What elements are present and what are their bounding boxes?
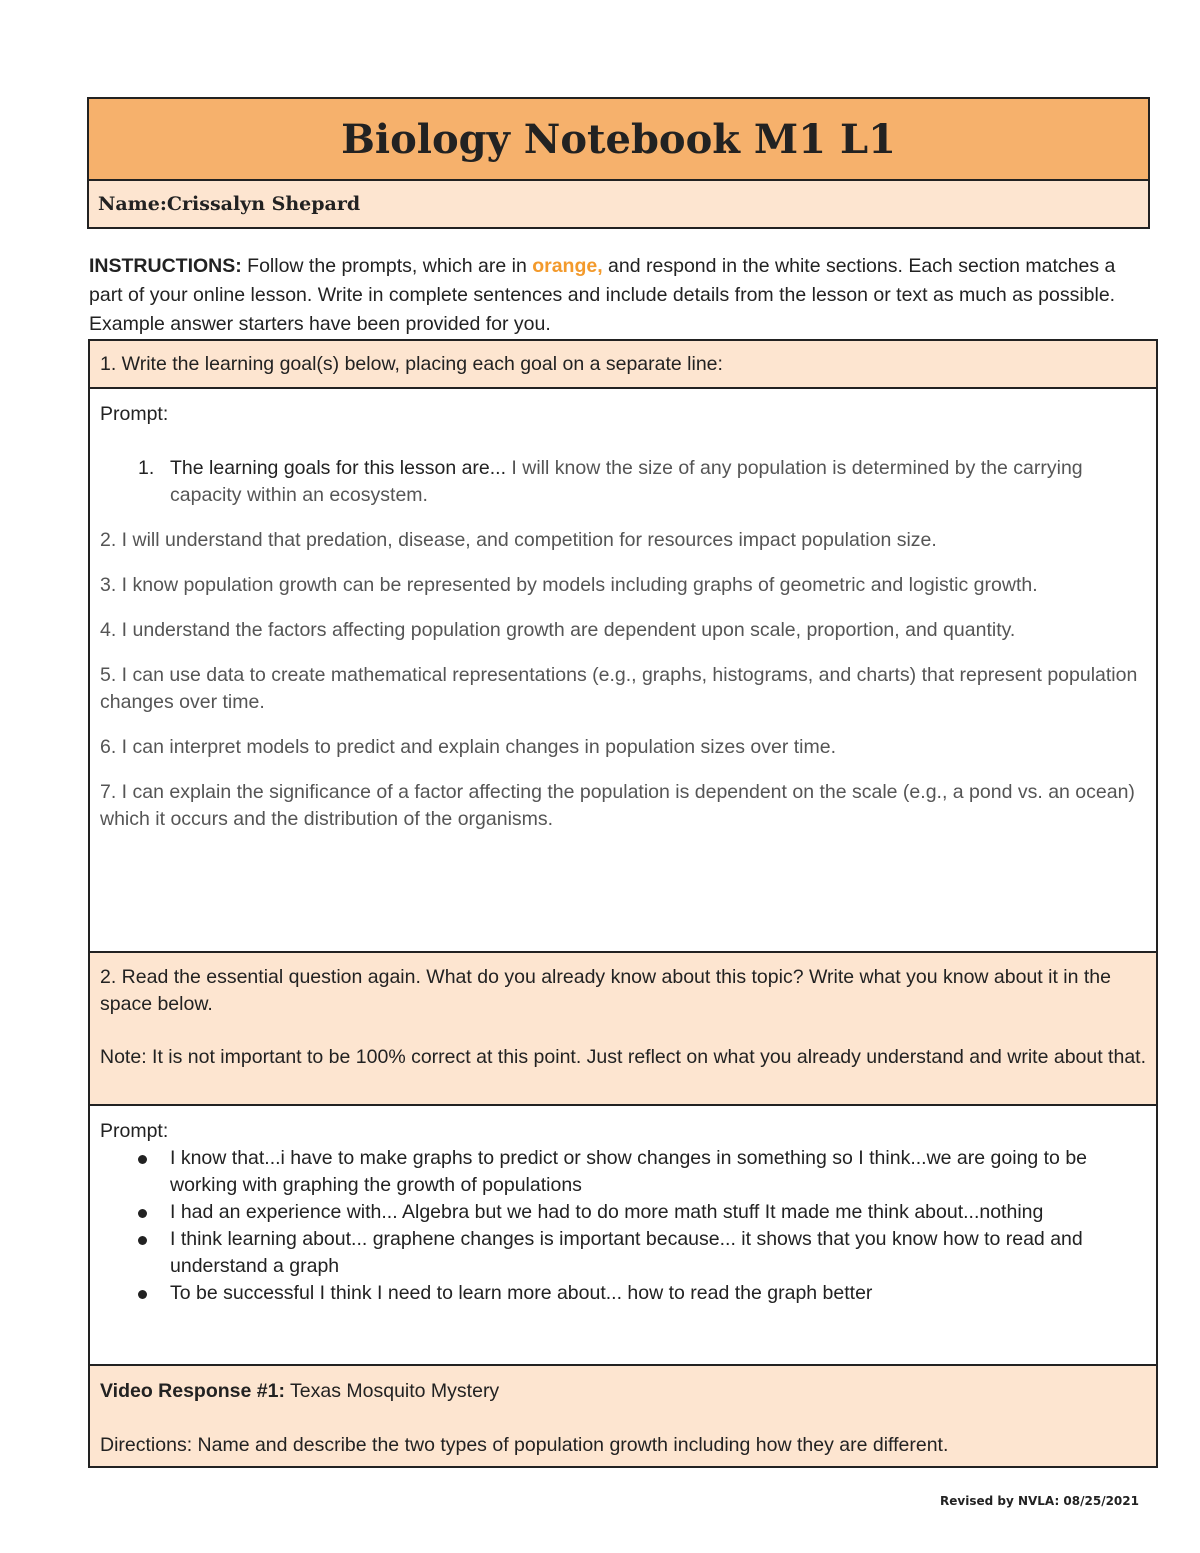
instructions-label: INSTRUCTIONS: [89,255,242,277]
student-name[interactable]: Crissalyn Shepard [166,193,361,215]
section2-note: Note: It is not important to be 100% correct at this point. Just reflect on what you already understand and write about that. [100,1046,1147,1068]
section2-response-cell[interactable] [90,1106,1156,1366]
bullet-icon [138,1209,147,1218]
section2-bullet-list [100,1145,1146,1307]
video-response-label: Video Response #1: [100,1380,285,1402]
instructions [89,252,1145,339]
instructions-orange-word: orange, [532,255,603,277]
list-item: I think learning about... graphene changes is important because... it shows that you know how to read and understand a graph [100,1226,1146,1280]
goal-item-3: 3. I know population growth can be represented by models including graphs of geometric and logistic growth. [100,574,1038,596]
header-block [87,97,1150,229]
bullet-icon [138,1236,147,1245]
video-response-row [90,1366,1156,1468]
list-item: I had an experience with... Algebra but we had to do more math stuff It made me think about...nothing [100,1199,1146,1226]
instructions-text-before: Follow the prompts, which are in [241,255,533,277]
goal-item-4: 4. I understand the factors affecting population growth are dependent upon scale, proportion, and quantity. [100,619,1016,641]
list-item: To be successful I think I need to learn more about... how to read the graph better [100,1280,1146,1307]
section1-prompt-label: Prompt: [100,403,169,425]
revised-footer: Revised by NVLA: 08/25/2021 [940,1494,1139,1508]
notebook-table [88,339,1158,1468]
section2-question-row [90,953,1156,1106]
section2-prompt-label: Prompt: [100,1120,169,1142]
title-row [89,99,1148,181]
section1-question: 1. Write the learning goal(s) below, placing each goal on a separate line: [100,352,723,375]
goal-item-7: 7. I can explain the significance of a factor affecting the population is dependent on the scale (e.g., a pond vs. an ocean) which it occurs and the distribution of the organisms. [100,781,1135,830]
bullet-icon [138,1155,147,1164]
goal-item-1-starter: The learning goals for this lesson are... [170,457,507,479]
name-row [89,181,1148,227]
instructions-text-after: and respond in the white sections. Each section matches a part of your online lesson. Write in complete sentences and include details from the lesson or text as much as possible. Example answer starters have been provided for you. [89,255,1116,335]
bullet-icon [138,1290,147,1299]
goal-item-1-answer: I will know the size of any population is determined by the carrying capacity within an ecosystem. [170,457,1083,506]
list-item: I know that...i have to make graphs to predict or show changes in something so I think...we are going to be working with graphing the growth of populations [100,1145,1146,1199]
goal-item-1-number: 1. [138,457,155,479]
goal-item-6: 6. I can interpret models to predict and explain changes in population sizes over time. [100,736,837,758]
video-response-title: Texas Mosquito Mystery [284,1380,500,1402]
section1-question-row [90,341,1156,389]
goal-item-2: 2. I will understand that predation, disease, and competition for resources impact population size. [100,529,937,551]
section1-response-cell[interactable] [90,389,1156,953]
page-title: Biology Notebook M1 L1 [341,115,896,163]
goal-item-1 [100,455,1146,509]
goal-item-5: 5. I can use data to create mathematical representations (e.g., graphs, histograms, and charts) that represent population changes over time. [100,664,1138,713]
video-response-directions: Directions: Name and describe the two types of population growth including how they are different. [100,1434,949,1456]
name-label: Name: [98,193,167,215]
section2-question: 2. Read the essential question again. What do you already know about this topic? Write what you know about it in the space below. [100,966,1112,1015]
